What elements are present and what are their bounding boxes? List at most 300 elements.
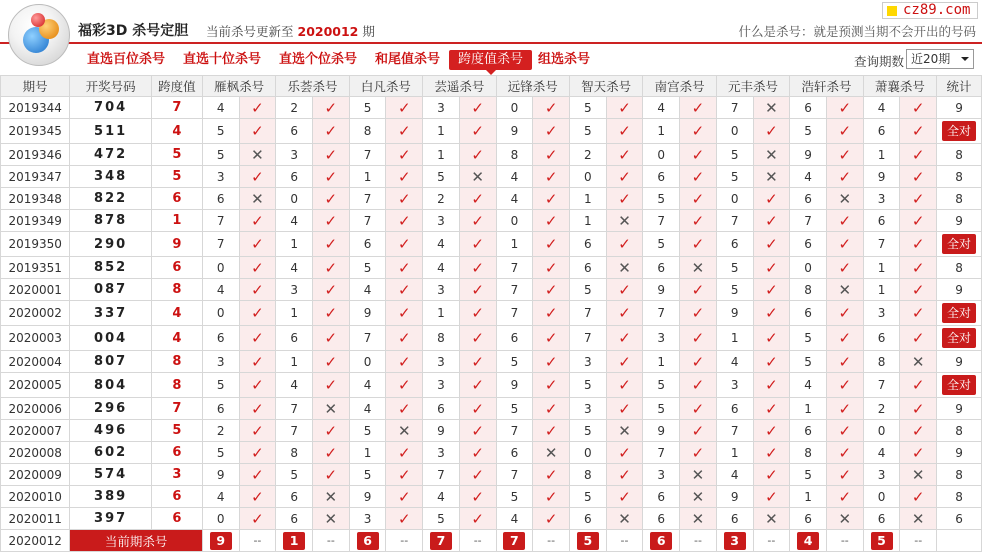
kill-number-cell: 3 [276,144,313,166]
kill-number-cell: 6 [863,326,900,351]
check-icon: ✓ [618,98,631,117]
correct-cell [606,398,643,420]
kill-number-cell: 7 [496,420,533,442]
brand-link[interactable] [882,2,978,19]
check-icon: ✓ [911,189,925,208]
check-icon: ✓ [471,421,484,440]
kill-number-cell: 0 [496,210,533,232]
kill-number-cell: 6 [349,232,386,257]
kill-number-cell: 6 [863,508,900,530]
kill-number-cell: 9 [423,420,460,442]
tab-sum-tail-kill[interactable]: 和尾值杀号 [375,52,441,67]
period-cell: 2020008 [1,442,70,464]
correct-cell [753,119,790,144]
correct-cell [533,464,570,486]
stat-cell: 9 [937,398,982,420]
tab-hundreds-kill[interactable]: 直选百位杀号 [87,52,166,67]
correct-cell [533,351,570,373]
span-cell: 9 [151,232,202,257]
check-icon: ✓ [838,211,852,230]
all-right-badge[interactable]: 全对 [942,303,976,323]
check-icon: ✓ [324,189,338,208]
stat-cell: 8 [937,188,982,210]
check-icon: ✓ [691,145,705,164]
check-icon: ✓ [251,487,264,506]
kill-number-cell: 6 [790,508,827,530]
period-select[interactable] [906,49,974,69]
kill-number-cell: 0 [716,119,753,144]
draw-cell: 804 [70,373,152,398]
draw-cell: 704 [70,97,152,119]
correct-cell [606,486,643,508]
kill-number-cell: 4 [643,97,680,119]
cross-icon: ✕ [838,189,852,208]
col-expert-3: 白凡杀号 [349,76,422,97]
wrong-cell [826,279,863,301]
current-stat-cell [937,530,982,552]
correct-cell [312,373,349,398]
correct-cell [680,279,717,301]
correct-cell [753,326,790,351]
check-icon: ✓ [471,399,484,418]
kill-number-cell: 5 [643,373,680,398]
cross-icon: ✕ [765,98,778,117]
kill-number-cell: 4 [276,210,313,232]
kill-number-cell: 5 [716,257,753,279]
correct-cell [533,326,570,351]
cross-icon: ✕ [691,258,705,277]
cross-icon: ✕ [618,421,631,440]
correct-cell [533,398,570,420]
chevron-down-icon [961,57,969,61]
check-icon: ✓ [765,211,778,230]
current-kill-badge: 5 [577,532,599,550]
correct-cell [826,420,863,442]
correct-cell [459,326,496,351]
correct-cell [753,188,790,210]
check-icon: ✓ [618,465,631,484]
check-icon: ✓ [838,487,852,506]
correct-cell [386,464,423,486]
correct-cell [312,257,349,279]
check-icon: ✓ [618,189,631,208]
pending-cell: -- [826,530,863,552]
all-right-badge[interactable]: 全对 [942,234,976,254]
check-icon: ✓ [765,352,778,371]
check-icon: ✓ [544,98,558,117]
all-right-badge[interactable]: 全对 [942,375,976,395]
current-kill-badge: 7 [503,532,525,550]
kill-number-cell: 3 [643,326,680,351]
check-icon: ✓ [397,98,411,117]
correct-cell [753,257,790,279]
correct-cell [386,97,423,119]
check-icon: ✓ [544,167,558,186]
correct-cell [533,119,570,144]
kill-number-cell: 4 [202,486,239,508]
kill-number-cell: 8 [423,326,460,351]
correct-cell [753,232,790,257]
check-icon: ✓ [765,122,778,140]
correct-cell [386,301,423,326]
span-cell: 5 [151,420,202,442]
kill-number-cell: 6 [643,257,680,279]
kill-number-cell: 7 [716,97,753,119]
kill-number-cell: 1 [496,232,533,257]
correct-cell [312,279,349,301]
span-cell: 4 [151,301,202,326]
check-icon: ✓ [544,211,558,230]
tab-units-kill[interactable]: 直选个位杀号 [279,52,358,67]
correct-cell [459,188,496,210]
wrong-cell [606,420,643,442]
kill-number-cell: 8 [569,464,606,486]
check-icon: ✓ [618,122,631,140]
cross-icon: ✕ [765,509,778,528]
correct-cell [900,166,937,188]
table-row [1,442,982,464]
page-title: 福彩3D 杀号定胆 [78,23,189,39]
kill-number-cell: 3 [423,442,460,464]
wrong-cell [312,508,349,530]
kill-number-cell: 5 [349,464,386,486]
check-icon: ✓ [397,465,411,484]
span-cell: 1 [151,210,202,232]
kill-number-cell: 2 [202,420,239,442]
kill-number-cell: 8 [790,279,827,301]
kill-number-cell: 4 [716,351,753,373]
kill-number-cell: 9 [790,144,827,166]
correct-cell [459,486,496,508]
wrong-cell [900,351,937,373]
kill-number-cell: 0 [863,420,900,442]
wrong-cell [753,97,790,119]
check-icon: ✓ [324,304,338,322]
wrong-cell [312,398,349,420]
pending-cell: -- [900,530,937,552]
span-cell: 8 [151,373,202,398]
check-icon: ✓ [324,211,338,230]
correct-cell [753,351,790,373]
kill-number-cell: 5 [423,166,460,188]
correct-cell [826,97,863,119]
check-icon: ✓ [324,280,338,299]
correct-cell [239,97,276,119]
correct-cell [533,166,570,188]
stat-cell [937,301,982,326]
check-icon: ✓ [251,376,264,394]
kill-number-cell: 4 [349,279,386,301]
kill-number-cell: 1 [716,442,753,464]
check-icon: ✓ [324,421,338,440]
kill-number-cell: 5 [276,464,313,486]
stat-cell [937,373,982,398]
current-kill-cell [276,530,313,552]
correct-cell [459,420,496,442]
correct-cell [680,420,717,442]
kill-number-cell: 7 [349,210,386,232]
kill-number-cell: 6 [276,166,313,188]
check-icon: ✓ [397,235,411,253]
correct-cell [312,326,349,351]
correct-cell [533,301,570,326]
kill-number-cell: 6 [790,301,827,326]
check-icon: ✓ [397,509,411,528]
check-icon: ✓ [838,122,852,140]
check-icon: ✓ [544,487,558,506]
correct-cell [312,144,349,166]
table-header-row [1,76,982,97]
kill-number-cell: 7 [643,301,680,326]
kill-number-cell: 9 [496,373,533,398]
cross-icon: ✕ [765,167,778,186]
fc3d-logo [8,4,70,66]
table-row [1,508,982,530]
check-icon: ✓ [251,122,264,140]
kill-number-table [0,75,982,552]
col-expert-6: 智天杀号 [569,76,642,97]
kill-number-cell: 9 [349,301,386,326]
stat-cell: 8 [937,420,982,442]
wrong-cell [826,188,863,210]
kill-number-cell: 0 [569,166,606,188]
cross-icon: ✕ [251,189,264,208]
kill-number-cell: 1 [423,119,460,144]
kill-number-cell: 3 [643,464,680,486]
kill-number-cell: 7 [716,420,753,442]
correct-cell [900,420,937,442]
kill-number-cell: 5 [496,351,533,373]
period-cell: 2020009 [1,464,70,486]
kill-number-cell: 6 [202,326,239,351]
update-suffix: 期 [362,24,375,39]
check-icon: ✓ [324,329,338,347]
check-icon: ✓ [838,258,852,277]
col-stat: 统计 [937,76,982,97]
kill-hint-link[interactable]: 什么是杀号：就是预测当期不会开出的号码 [738,24,976,39]
correct-cell [386,188,423,210]
col-expert-10: 萧襄杀号 [863,76,936,97]
kill-number-cell: 5 [643,188,680,210]
check-icon: ✓ [544,352,558,371]
table-row [1,144,982,166]
check-icon: ✓ [618,145,631,164]
check-icon: ✓ [324,443,338,462]
correct-cell [826,351,863,373]
kill-number-cell: 6 [716,508,753,530]
kill-number-cell: 4 [496,188,533,210]
brand-square-icon [887,6,897,16]
kill-number-cell: 4 [202,279,239,301]
correct-cell [459,301,496,326]
table-row [1,301,982,326]
table-row [1,210,982,232]
draw-cell: 004 [70,326,152,351]
correct-cell [386,166,423,188]
wrong-cell [312,486,349,508]
all-right-badge[interactable]: 全对 [942,121,976,141]
check-icon: ✓ [251,465,264,484]
check-icon: ✓ [765,189,778,208]
correct-cell [312,420,349,442]
kill-number-cell: 5 [643,398,680,420]
correct-cell [533,420,570,442]
correct-cell [753,398,790,420]
check-icon: ✓ [544,145,558,164]
kill-number-cell: 8 [276,442,313,464]
check-icon: ✓ [838,421,852,440]
kill-number-cell: 3 [863,301,900,326]
draw-cell: 290 [70,232,152,257]
correct-cell [239,119,276,144]
kill-number-cell: 2 [276,97,313,119]
correct-cell [826,486,863,508]
correct-cell [753,486,790,508]
check-icon: ✓ [251,352,264,371]
kill-number-cell: 7 [349,188,386,210]
correct-cell [533,508,570,530]
check-icon: ✓ [618,167,631,186]
correct-cell [680,119,717,144]
kill-number-cell: 4 [790,166,827,188]
check-icon: ✓ [691,189,705,208]
correct-cell [826,257,863,279]
check-icon: ✓ [911,329,925,347]
wrong-cell [606,210,643,232]
kill-number-cell: 8 [496,144,533,166]
kill-number-cell: 7 [569,301,606,326]
kill-number-cell: 5 [569,279,606,301]
check-icon: ✓ [765,258,778,277]
kill-number-cell: 5 [569,486,606,508]
correct-cell [459,119,496,144]
correct-cell [680,326,717,351]
cross-icon: ✕ [911,465,925,484]
correct-cell [459,508,496,530]
correct-cell [533,486,570,508]
tab-tens-kill[interactable]: 直选十位杀号 [183,52,262,67]
check-icon: ✓ [471,98,484,117]
check-icon: ✓ [324,235,338,253]
table-row [1,166,982,188]
correct-cell [680,188,717,210]
check-icon: ✓ [838,352,852,371]
current-kill-cell [202,530,239,552]
correct-cell [533,257,570,279]
correct-cell [900,97,937,119]
correct-cell [826,166,863,188]
kill-number-cell: 5 [496,398,533,420]
correct-cell [386,232,423,257]
correct-cell [459,232,496,257]
all-right-badge[interactable]: 全对 [942,328,976,348]
kill-number-cell: 1 [423,301,460,326]
kill-number-cell: 5 [202,119,239,144]
wrong-cell [606,508,643,530]
kill-number-cell: 5 [496,486,533,508]
kill-number-cell: 6 [643,166,680,188]
span-cell: 8 [151,351,202,373]
pending-cell: -- [680,530,717,552]
kill-number-cell: 0 [790,257,827,279]
kill-number-cell: 5 [716,144,753,166]
check-icon: ✓ [618,235,631,253]
correct-cell [459,257,496,279]
check-icon: ✓ [397,329,411,347]
check-icon: ✓ [251,235,264,253]
kill-number-cell: 5 [202,373,239,398]
correct-cell [606,119,643,144]
current-kill-cell [569,530,606,552]
correct-cell [606,326,643,351]
kill-number-cell: 6 [569,232,606,257]
kill-number-cell: 5 [790,464,827,486]
check-icon: ✓ [911,304,925,322]
correct-cell [386,486,423,508]
kill-number-cell: 2 [863,398,900,420]
wrong-cell [680,257,717,279]
correct-cell [239,464,276,486]
tab-span-kill[interactable]: 跨度值杀号 [449,50,532,70]
kill-number-cell: 9 [496,119,533,144]
correct-cell [459,398,496,420]
kill-number-cell: 1 [643,351,680,373]
kill-number-cell: 7 [202,210,239,232]
correct-cell [900,188,937,210]
stat-cell: 9 [937,351,982,373]
kill-number-cell: 7 [496,464,533,486]
kill-number-cell: 3 [569,398,606,420]
period-cell: 2019350 [1,232,70,257]
check-icon: ✓ [471,509,484,528]
check-icon: ✓ [838,465,852,484]
kill-number-cell: 6 [643,508,680,530]
kill-number-cell: 7 [496,257,533,279]
kill-number-cell: 1 [643,119,680,144]
correct-cell [900,279,937,301]
period-cell: 2020005 [1,373,70,398]
check-icon: ✓ [618,487,631,506]
correct-cell [753,301,790,326]
check-icon: ✓ [911,443,925,462]
tab-group-kill[interactable]: 组选杀号 [538,52,591,67]
correct-cell [239,398,276,420]
kill-number-cell: 1 [863,279,900,301]
correct-cell [533,279,570,301]
stat-cell: 8 [937,464,982,486]
check-icon: ✓ [251,211,264,230]
check-icon: ✓ [838,98,852,117]
wrong-cell [533,442,570,464]
kill-number-cell: 6 [496,442,533,464]
kill-number-cell: 6 [202,398,239,420]
check-icon: ✓ [471,122,484,140]
check-icon: ✓ [471,145,484,164]
period-cell: 2020004 [1,351,70,373]
check-icon: ✓ [397,280,411,299]
kill-number-cell: 0 [202,508,239,530]
draw-cell: 878 [70,210,152,232]
stat-cell: 9 [937,97,982,119]
check-icon: ✓ [838,145,852,164]
check-icon: ✓ [911,421,925,440]
kill-number-cell: 2 [569,144,606,166]
pending-cell: -- [606,530,643,552]
table-row [1,119,982,144]
col-span: 跨度值 [151,76,202,97]
kill-number-cell: 6 [863,119,900,144]
correct-cell [606,351,643,373]
